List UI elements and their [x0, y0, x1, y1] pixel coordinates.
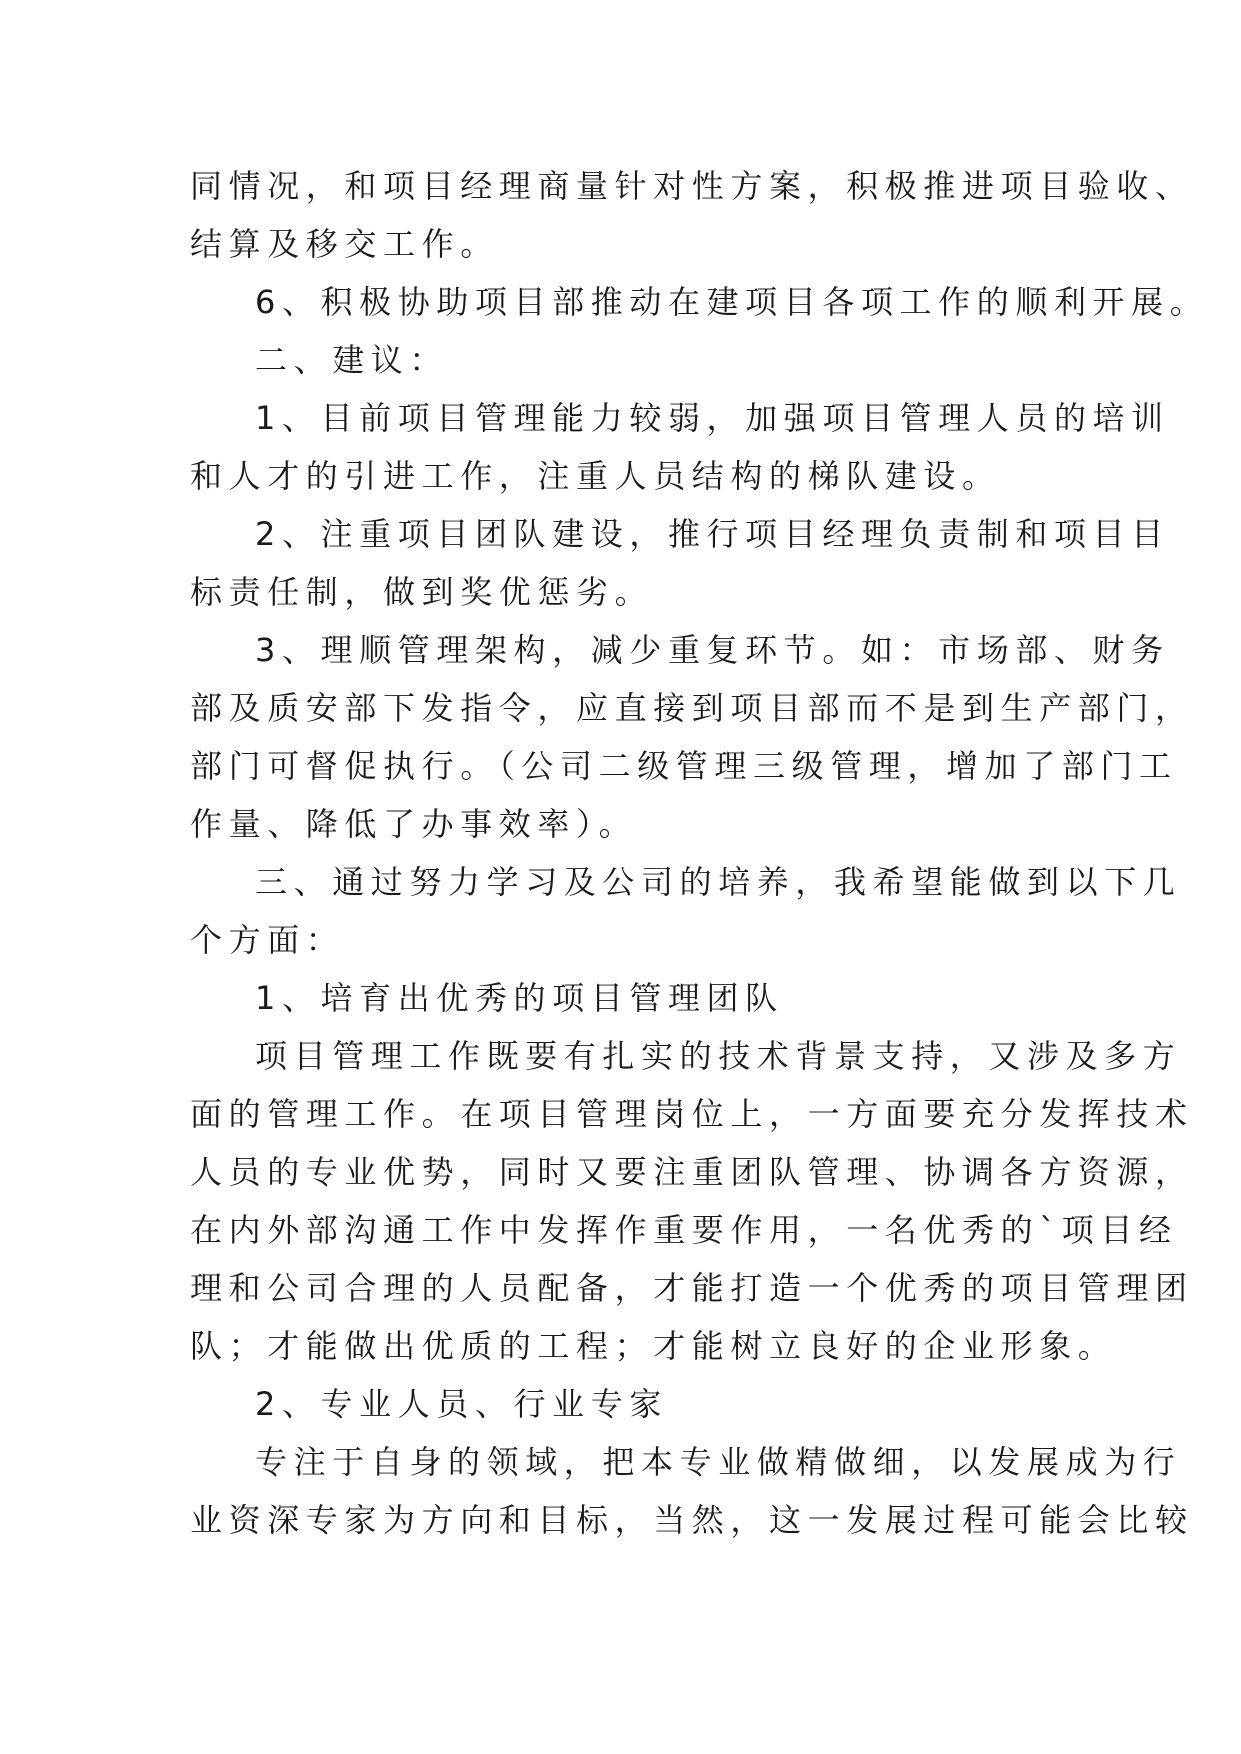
text-line: 队；才能做出优质的工程；才能树立良好的企业形象。 [190, 1327, 1117, 1365]
text-line: 标责任制，做到奖优惩劣。 [190, 573, 654, 611]
text-line: 3、理顺管理架构，减少重复环节。如：市场部、财务 [255, 631, 1170, 669]
text-line: 2、注重项目团队建设，推行项目经理负责制和项目目 [255, 515, 1170, 553]
text-line: 部及质安部下发指令，应直接到项目部而不是到生产部门， [190, 689, 1194, 727]
section-heading: 三、通过努力学习及公司的培养，我希望能做到以下几 [255, 863, 1182, 901]
text-line: 个方面： [190, 921, 345, 959]
text-line: 业资深专家为方向和目标，当然，这一发展过程可能会比较 [190, 1501, 1194, 1539]
text-line: 和人才的引进工作，注重人员结构的梯队建设。 [190, 457, 1001, 495]
text-line: 6、积极协助项目部推动在建项目各项工作的顺利开展。 [255, 283, 1209, 321]
section-heading: 二、建议： [255, 341, 449, 379]
subheading: 2、专业人员、行业专家 [255, 1385, 668, 1423]
text-line: 在内外部沟通工作中发挥作重要作用，一名优秀的`项目经 [190, 1211, 1178, 1249]
text-line: 面的管理工作。在项目管理岗位上，一方面要充分发挥技术 [190, 1095, 1194, 1133]
text-line: 项目管理工作既要有扎实的技术背景支持，又涉及多方 [255, 1037, 1182, 1075]
text-line: 专注于自身的领域，把本专业做精做细，以发展成为行 [255, 1443, 1182, 1481]
text-line: 部门可督促执行。（公司二级管理三级管理，增加了部门工 [190, 747, 1178, 785]
text-line: 人员的专业优势，同时又要注重团队管理、协调各方资源， [190, 1153, 1194, 1191]
text-line: 1、目前项目管理能力较弱，加强项目管理人员的培训 [255, 399, 1170, 437]
text-line: 结算及移交工作。 [190, 225, 499, 263]
text-line: 作量、降低了办事效率）。 [190, 805, 638, 843]
subheading: 1、培育出优秀的项目管理团队 [255, 979, 784, 1017]
text-line: 理和公司合理的人员配备，才能打造一个优秀的项目管理团 [190, 1269, 1194, 1307]
text-line: 同情况，和项目经理商量针对性方案，积极推进项目验收、 [190, 167, 1194, 205]
